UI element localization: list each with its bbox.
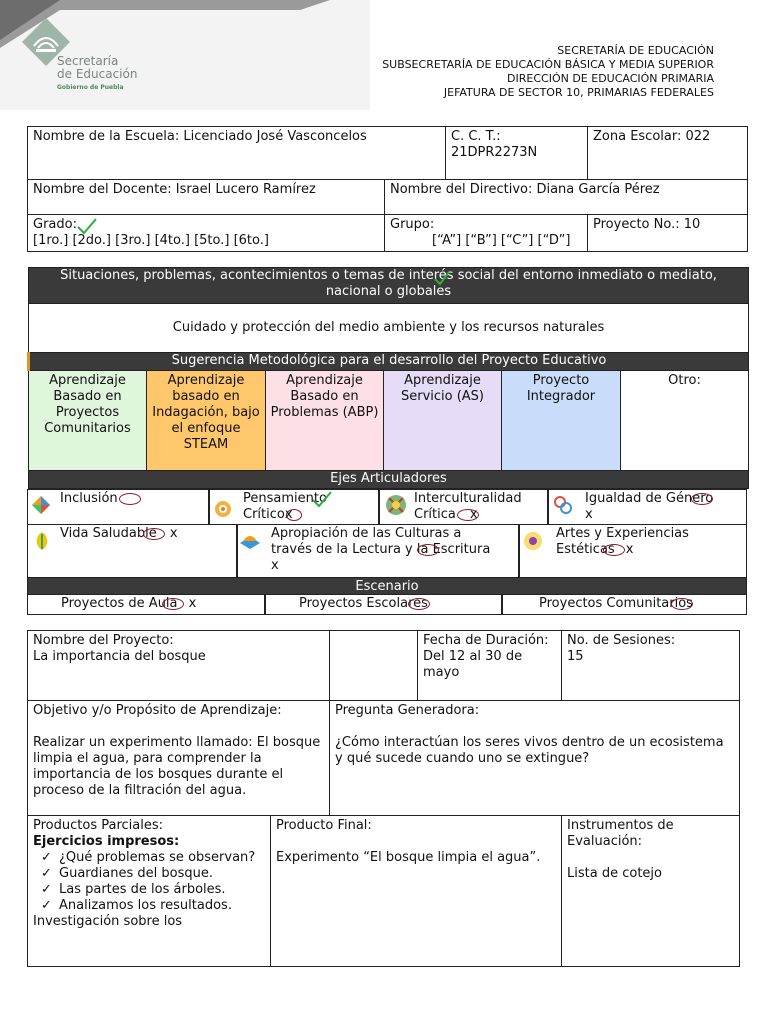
- vida-saludable-icon: [31, 530, 53, 552]
- eje-interculturalidad[interactable]: [414, 491, 522, 523]
- metodologia-option-servicio[interactable]: [384, 371, 502, 471]
- eje-apropiacion-label-1: Apropiación de las Culturas a: [271, 526, 462, 541]
- eje-igualdad-mark: x: [585, 507, 593, 522]
- metodologia-header: Sugerencia Metodológica para el desarrollo del Proyecto Educativo: [29, 353, 749, 371]
- cct-label: C. C. T.:: [451, 129, 501, 144]
- school-name: Nombre de la Escuela: Licenciado José Vasconcelos: [28, 127, 446, 180]
- header-line-2: SUBSECRETARÍA DE EDUCACIÓN BÁSICA Y MEDIA SUPERIOR: [382, 58, 714, 71]
- metodologia-option-steam[interactable]: [147, 371, 266, 471]
- proyecto-table: [27, 630, 740, 967]
- oval-mark-icon: [603, 544, 625, 556]
- eje-artes-label-1: Artes y Experiencias: [556, 526, 689, 541]
- eje-vida-saludable[interactable]: [60, 526, 178, 541]
- pensamiento-critico-icon: [213, 499, 233, 519]
- list-item: ✓ Las partes de los árboles.: [59, 882, 265, 898]
- escenario-escolares[interactable]: [299, 596, 431, 611]
- grupo-options: [“A”] [“B”] [“C”] [“D”]: [432, 233, 571, 248]
- zona-escolar: Zona Escolar: 022: [588, 127, 748, 180]
- metodologia-option-label: Aprendizaje Basado en Problemas (ABP): [270, 373, 379, 420]
- list-item: ✓ ¿Qué problemas se observan?: [59, 850, 265, 866]
- final-value: Experimento “El bosque limpia el agua”.: [276, 850, 541, 865]
- nombre-proyecto-cell: [28, 631, 330, 701]
- divider: [208, 489, 210, 525]
- grado-label: Grado:: [33, 217, 77, 232]
- divider: [501, 594, 503, 615]
- objetivo-cell: [28, 701, 330, 816]
- docente-name: Nombre del Docente: Israel Lucero Ramírez: [28, 180, 385, 215]
- escenario-comunitarios[interactable]: [539, 596, 694, 611]
- proyecto-numero: Proyecto No.: 10: [588, 215, 748, 252]
- artes-experiencias-icon: [522, 530, 544, 552]
- parciales-label: Productos Parciales:: [33, 818, 163, 833]
- eje-intercultural-label-1: Interculturalidad: [414, 491, 522, 506]
- instrumentos-cell: [562, 816, 740, 967]
- nombre-proyecto-label: Nombre del Proyecto:: [33, 633, 174, 648]
- header-line-4: JEFATURA DE SECTOR 10, PRIMARIAS FEDERALES: [443, 86, 714, 99]
- grupo-cell: [385, 215, 588, 252]
- situaciones-header-text: Situaciones, problemas, acontecimientos o temas de interés social del entorno inmediato o mediato, nacional o globales: [60, 268, 717, 299]
- eje-vida-mark: x: [169, 526, 178, 541]
- eje-apropiacion-label-2: través de la Lectura y la Escritura: [271, 542, 491, 557]
- grado-options: [1ro.] [2do.] [3ro.] [4to.] [5to.] [6to.]: [33, 233, 269, 248]
- eje-pensamiento-mark: x: [284, 507, 293, 522]
- metodologia-option-comunitarios[interactable]: [29, 371, 147, 471]
- grupo-label: Grupo:: [390, 217, 435, 232]
- oval-mark-icon: [119, 493, 141, 505]
- header-titles: [382, 44, 714, 100]
- cct-value: 21DPR2273N: [451, 145, 538, 160]
- logo-line-2: de Educación: [57, 67, 138, 81]
- eje-intercultural-label-2: Crítica: [414, 507, 456, 522]
- parciales-extra: Investigación sobre los: [33, 914, 183, 929]
- metodologia-option-label: Otro:: [668, 373, 701, 388]
- escenario-aula-label: Proyectos de Aula: [61, 596, 178, 611]
- situaciones-value: Cuidado y protección del medio ambiente y los recursos naturales: [29, 304, 749, 353]
- divider: [236, 524, 238, 578]
- fecha-cell: [330, 631, 562, 701]
- escenario-aula-mark: x: [188, 596, 197, 611]
- metodologia-option-integrador[interactable]: [502, 371, 621, 471]
- eje-artes-mark: x: [625, 542, 634, 557]
- eje-pensamiento-label-1: Pensamiento: [243, 491, 327, 506]
- pregunta-label: Pregunta Generadora:: [335, 703, 480, 718]
- oval-mark-icon: [143, 528, 165, 540]
- eje-igualdad-genero[interactable]: [585, 491, 714, 523]
- directivo-name: Nombre del Directivo: Diana García Pérez: [385, 180, 748, 215]
- eje-apropiacion-mark: x: [271, 558, 279, 573]
- instrumentos-label: Instrumentos de Evaluación:: [567, 818, 674, 849]
- metodologia-option-label: Aprendizaje Basado en Proyectos Comunitarios: [44, 373, 131, 436]
- ejes-header: Ejes Articuladores: [29, 471, 749, 489]
- checkmark-icon: [311, 489, 333, 509]
- metodologia-option-label: Proyecto Integrador: [526, 373, 596, 404]
- escenario-escolares-label: Proyectos Escolares: [299, 596, 428, 611]
- logo-text: [57, 55, 137, 94]
- school-info-table: [27, 126, 748, 252]
- oval-mark-icon: [417, 544, 439, 556]
- situaciones-header: [29, 268, 749, 304]
- divider: [378, 489, 380, 525]
- eje-inclusion[interactable]: [60, 491, 142, 506]
- pregunta-value: ¿Cómo interactúan los seres vivos dentro de un ecosistema y qué sucede cuando uno se extingue?: [335, 735, 724, 766]
- divider: [518, 524, 520, 578]
- fecha-value: Del 12 al 30 de mayo: [423, 649, 523, 680]
- escenario-header: Escenario: [27, 577, 747, 595]
- eje-inclusion-label: Inclusión: [60, 491, 118, 506]
- ejes-grid: [27, 489, 747, 578]
- metodologia-option-otro[interactable]: [621, 371, 749, 471]
- eje-apropiacion-culturas[interactable]: [271, 526, 490, 574]
- oval-mark-icon: [162, 598, 184, 610]
- apropiacion-culturas-icon: [239, 531, 261, 551]
- eje-artes-experiencias[interactable]: [556, 526, 689, 558]
- instrumentos-value: Lista de cotejo: [567, 866, 662, 881]
- header-line-3: DIRECCIÓN DE EDUCACIÓN PRIMARIA: [507, 72, 714, 85]
- logo-line-1: Secretaría: [57, 54, 119, 68]
- header-line-1: SECRETARÍA DE EDUCACIÓN: [557, 44, 714, 57]
- checkmark-icon: [76, 217, 98, 235]
- objetivo-value: Realizar un experimento llamado: El bosque limpia el agua, para comprender la importancia de los bosques durante el proceso de la filtración del agua.: [33, 735, 321, 798]
- nombre-proyecto-value: La importancia del bosque: [33, 649, 206, 664]
- list-item: ✓ Guardianes del bosque.: [59, 866, 265, 882]
- igualdad-genero-icon: [552, 494, 574, 516]
- divider: [264, 594, 266, 615]
- oval-mark-icon: [408, 598, 430, 610]
- divider: [547, 489, 549, 525]
- eje-igualdad-label: Igualdad de Género: [585, 491, 714, 506]
- eje-vida-label: Vida Saludable: [60, 526, 157, 541]
- metodologia-option-abp[interactable]: [266, 371, 384, 471]
- fecha-label: Fecha de Duración:: [423, 633, 549, 648]
- grado-cell: [28, 215, 385, 252]
- sesiones-label: No. de Sesiones:: [567, 633, 676, 648]
- objetivo-label: Objetivo y/o Propósito de Aprendizaje:: [33, 703, 282, 718]
- sesiones-cell: [562, 631, 740, 701]
- oval-mark-icon: [671, 598, 693, 610]
- parciales-sub: Ejercicios impresos:: [33, 834, 180, 849]
- escenario-comunitarios-label: Proyectos Comunitarios: [539, 596, 693, 611]
- parciales-list: [33, 850, 265, 914]
- logo-line-3: Gobierno de Puebla: [57, 84, 124, 91]
- situaciones-table: [27, 267, 749, 489]
- metodologia-option-label: Aprendizaje basado en Indagación, bajo el enfoque STEAM: [152, 373, 260, 452]
- checkmark-icon: [433, 270, 451, 286]
- eje-pensamiento-label-2: Crítico: [243, 507, 285, 522]
- interculturalidad-icon: [385, 494, 407, 516]
- metodologia-option-label: Aprendizaje Servicio (AS): [400, 373, 485, 404]
- sesiones-value: 15: [567, 649, 584, 664]
- oval-mark-icon: [691, 493, 713, 505]
- list-item: ✓ Analizamos los resultados.: [59, 898, 265, 914]
- cct-cell: [446, 127, 588, 180]
- eje-artes-label-2: Estéticas: [556, 542, 615, 557]
- final-label: Producto Final:: [276, 818, 372, 833]
- final-cell: [271, 816, 562, 967]
- parciales-cell: [28, 816, 271, 967]
- escenario-aula[interactable]: [61, 596, 196, 611]
- eje-intercultural-mark: x: [469, 507, 478, 522]
- inclusion-icon: [31, 495, 51, 515]
- pregunta-cell: [330, 701, 740, 816]
